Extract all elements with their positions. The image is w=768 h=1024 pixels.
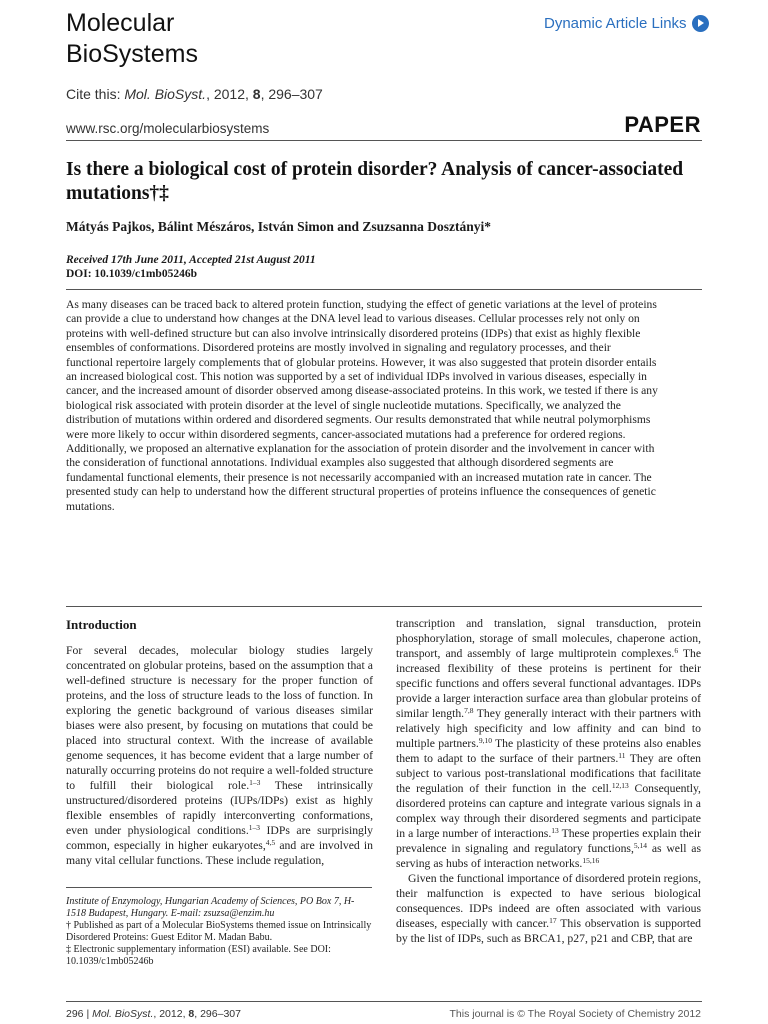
affiliation-footnote: Institute of Enzymology, Hungarian Academy of Sciences, PO Box 7, H-1518 Budapest, Hungary. E-mail: zsuzsa@enzim.hu bbox=[66, 896, 355, 919]
footnotes bbox=[66, 896, 372, 968]
citation-ref[interactable]: 12,13 bbox=[611, 781, 629, 790]
citation-line bbox=[66, 86, 323, 102]
abstract-bottom-divider bbox=[66, 606, 702, 607]
footnote-divider bbox=[66, 887, 372, 888]
journal-url-link[interactable]: www.rsc.org/molecularbiosystems bbox=[66, 121, 270, 136]
abstract-text: As many diseases can be traced back to altered protein function, studying the effect of genetic variations at the level of proteins can provide a clue to understand how changes at the DNA level lead to various diseases. Cellular processes rely not only on proteins with well-defined structure but can also involve intrinsically disordered proteins (IDPs) that exist as highly flexible ensembles of conformations. Disordered proteins are mostly involved in signaling and regulatory processes, and their functional repertoire largely complements that of globular proteins. However, it was also suggested that protein disorder entails an increased biological cost. This notion was supported by a set of individual IDPs involved in various diseases, especially in cancer, and the increased amount of disorder observed among disease-associated proteins. In this work, we tested if there is any biological risk associated with protein disorder at the level of single nucleotide mutations. Specifically, we analyzed the distribution of mutations within ordered and disordered segments. Our results demonstrated that while neutral polymorphisms were more likely to occur within disordered segments, cancer-associated mutations had a preference for ordered regions. Additionally, we proposed an alternative explanation for the association of protein disorder and the involvement in cancer with the consideration of functional annotations. Individual examples also suggested that although disordered segments are fundamental functional elements, their presence is not necessarily accompanied with an increased mutation rate in cancer. The presented study can help to understand how the different structural properties of proteins influence the consequences of genetic mutations. bbox=[66, 298, 658, 513]
cite-pages: , 296–307 bbox=[260, 86, 323, 102]
dynamic-article-links-label[interactable]: Dynamic Article Links bbox=[544, 14, 687, 32]
intro-paragraph-1: For several decades, molecular biology studies largely concentrated on globular proteins, based on the assumption that a well-defined structure is necessary for the proper function of proteins, and the loss of structure leads to the loss of function. In exploring the genetic background of various diseases similar biases were also present, by focusing on mutations that could be placed into structural context. With the increase of available genome sequences, it has become evident that a large number of naturally occurring proteins do not require a well-folded structure to fulfill their biological role.$^{1-3}$ These intrinsically unstructured/disordered proteins (IUPs/IDPs) exist as highly flexible ensembles of rapidly interconverting conformations, even under physiological conditions.$^{1-3}$ IDPs are surprisingly common, especially in higher eukaryotes,$^{4,5}$ and are involved in many vital cellular functions. These include regulation, bbox=[66, 644, 374, 867]
citation-ref[interactable]: 7,8 bbox=[464, 706, 474, 715]
journal-name bbox=[66, 8, 366, 70]
body-column-right bbox=[396, 616, 701, 946]
section-heading-introduction: Introduction bbox=[66, 617, 137, 632]
article-title: Is there a biological cost of protein disorder? Analysis of cancer-associated mutations†‡ bbox=[66, 159, 684, 204]
received-dates: Received 17th June 2011, Accepted 21st August 2011 bbox=[66, 254, 316, 266]
cite-journal: Mol. BioSyst. bbox=[124, 86, 207, 102]
author-list: Mátyás Pajkos, Bálint Mészáros, István Simon and Zsuzsanna Dosztányi* bbox=[66, 219, 492, 234]
intro-paragraph-2: transcription and translation, signal transduction, protein phosphorylation, storage of small molecules, chaperone action, transport, and assembly of large multiprotein complexes.$^6$ The increased flexibility of these proteins is pertinent for their specific functions and offers several functional advantages. IDPs provide a larger interaction surface area than globular proteins of similar length.$^{7,8}$ They generally interact with their partners with relatively high specificity and low affinity and can bind to multiple partners.$^{9,10}$ The plasticity of these proteins also enables them to adapt to the surface of their partners.$^{11}$ They are often subject to various post-translational modifications that facilitate the regulation of their function in the cell.$^{12,13}$ Consequently, disordered proteins can capture and integrate various signals in a complex way through their disordered segments and participate in a large number of interactions.$^{13}$ These properties explain their prevalence in signaling and regulatory functions,$^{5,14}$ as well as serving as hubs of interaction networks.$^{15,16}$ bbox=[396, 617, 702, 870]
play-arrow-icon[interactable] bbox=[692, 15, 709, 32]
citation-ref[interactable]: 1–3 bbox=[249, 778, 261, 787]
citation-ref[interactable]: 9,10 bbox=[478, 736, 492, 745]
cite-volume: 8 bbox=[252, 86, 261, 102]
cite-prefix: Cite this: bbox=[66, 86, 125, 102]
footer-copyright: This journal is © The Royal Society of Chemistry 2012 bbox=[449, 1008, 701, 1020]
journal-name-line2: BioSystems bbox=[66, 40, 198, 68]
citation-ref[interactable]: 15,16 bbox=[582, 856, 600, 865]
header-divider bbox=[66, 140, 702, 141]
page-number: 296 bbox=[66, 1008, 84, 1020]
abstract-top-divider bbox=[66, 289, 702, 290]
citation-ref[interactable]: 13 bbox=[551, 826, 559, 835]
journal-name-line1: Molecular bbox=[66, 9, 175, 37]
citation-ref[interactable]: 5,14 bbox=[633, 841, 648, 850]
citation-ref[interactable]: 11 bbox=[618, 751, 626, 760]
citation-ref[interactable]: 1–3 bbox=[248, 823, 261, 832]
intro-paragraph-3: Given the functional importance of disordered protein regions, their malfunction is expected to have serious biological consequences. IDPs indeed are often associated with various diseases, especially with cancer.$^{17}$ This observation is supported by the list of IDPs, such as BRCA1, p27, p21 and CBP, that are bbox=[396, 872, 701, 945]
dynamic-article-links[interactable] bbox=[544, 12, 709, 34]
esi-footnote[interactable]: ‡ Electronic supplementary information (ESI) available. See DOI: 10.1039/c1mb05246b bbox=[66, 944, 331, 967]
cite-year: , 2012, bbox=[206, 86, 253, 102]
themed-issue-footnote: † Published as part of a Molecular BioSystems themed issue on Intrinsically Disordered Proteins: Guest Editor M. Madan Babu. bbox=[66, 920, 372, 943]
footer-citation: 296 | Mol. BioSyst., 2012, 8, 296–307 bbox=[66, 1008, 241, 1020]
citation-ref[interactable]: 6 bbox=[674, 646, 679, 655]
body-column-left bbox=[66, 643, 373, 868]
footer-divider bbox=[66, 1001, 702, 1002]
article-type-label: PAPER bbox=[624, 112, 701, 137]
citation-ref[interactable]: 17 bbox=[549, 916, 557, 925]
citation-ref[interactable]: 4,5 bbox=[265, 838, 276, 847]
doi-line[interactable]: DOI: 10.1039/c1mb05246b bbox=[66, 268, 197, 280]
